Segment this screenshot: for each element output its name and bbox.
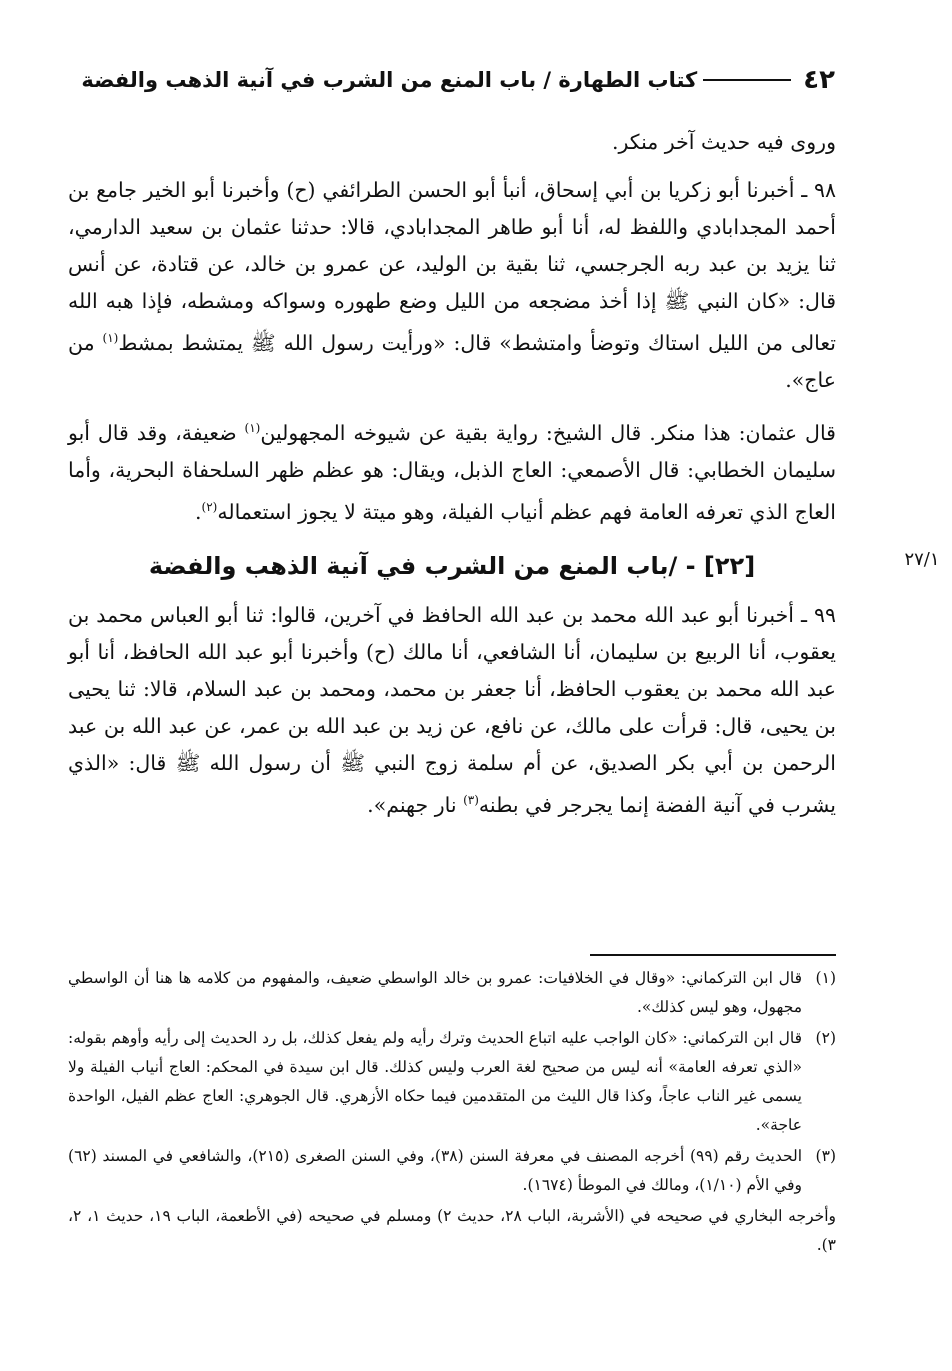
hadith-99-text: ٩٩ ـ أخبرنا أبو عبد الله محمد بن عبد الله الحافظ في آخرين، قالوا: ثنا أبو العباس محمد بن يعقوب، أنا الربيع بن سليمان، أنا الشافعي، أنا مالك (ح) وأخبرنا أبو عبد الله الحافظ، أنا أبو عبد الله محمد بن يعقوب الحافظ، أنا جعفر بن محمد، ومحمد بن عبد السلام، قالا: ثنا يحيى بن يحيى، قال: قرأت على مالك، عن نافع، عن زيد بن عبد الله بن عمر، عن عبد الله بن عبد الرحمن بن أبي بكر الصديق، عن أم سلمة زوج النبي ﷺ أن رسول الله ﷺ قال: «الذي يشرب في آنية الفضة إنما يجرجر في بطنه [68, 603, 836, 818]
hadith-98-text: ٩٨ ـ أخبرنا أبو زكريا بن أبي إسحاق، أنبأ أبو الحسن الطرائفي (ح) وأخبرنا أبو الخير جامع بن أحمد المجدابادي واللفظ له، أنا أبو طاهر المجدابادي، قالا: حدثنا عثمان بن سعيد الدارمي، ثنا يزيد بن عبد ربه الجرجسي، ثنا بقية بن الوليد، عن عمرو بن خالد، عن قتادة، عن أنس قال: «كان النبي ﷺ إذا أخذ مضجعه من الليل وضع طهوره وسواكه ومشطه، فإذا هبه الله تعالى من الليل استاك وتوضأ وامتشط» قال: «ورأيت رسول الله ﷺ يمتشط بمشط [68, 178, 836, 355]
hadith-99-end: نار جهنم». [367, 793, 464, 818]
main-text [68, 124, 940, 835]
hadith-99 [68, 597, 836, 824]
footnote-ref-2[interactable]: (٢) [201, 499, 218, 514]
paragraph-intro: وروى فيه حديث آخر منكر. [611, 130, 836, 154]
commentary-text-b: ضعيفة، وقد قال أبو سليمان الخطابي: قال الأصمعي: العاج الذبل، ويقال: هو عظم ظهر السلحفاة البحرية، وأما العاج الذي تعرفه العامة فهم عظم أنياب الفيلة، وهو ميتة لا يجوز استعماله [68, 420, 836, 524]
footnote-1 [68, 964, 836, 1022]
footnote-3 [68, 1142, 836, 1200]
footnote-label: (١) [815, 969, 836, 987]
footnote-text: قال ابن التركماني: «وقال في الخلافيات: عمرو بن خالد الواسطي ضعيف، والمفهوم من كلامه ها هنا أن الواسطي مجهول، وهو ليس كذلك». [68, 969, 802, 1016]
page-number: ٤٢ [803, 65, 835, 95]
hadith-98-end: من عاج». [68, 330, 836, 392]
commentary-text-a: قال عثمان: هذا منكر. قال الشيخ: رواية بقية عن شيوخه المجهولين [260, 420, 836, 445]
page-header [70, 60, 835, 100]
commentary-end: . [194, 499, 202, 524]
footnote-text: قال ابن التركماني: «كان الواجب عليه اتباع الحديث وترك رأيه ولم يفعل كذلك، بل رد الحديث إلى رأيه وأوهم بقوله: «الذي تعرفه العامة» أنه ليس من صحيح لغة العرب وليس كذلك. قال ابن سيدة في المحكم: العاج أنياب الفيلة ولا يسمى غير الناب عاجاً، وكذا قال الليث من المتقدمين فيما حكاه الأزهري. قال الجوهري: العاج عظم الفيل، الواحدة عاجة». [68, 1029, 802, 1134]
footnote-label: (٢) [815, 1029, 836, 1047]
footnote-ref-1[interactable]: (١) [102, 331, 119, 345]
section-heading: [٢٢] - /باب المنع من الشرب في آنية الذهب والفضة [148, 552, 756, 581]
section-heading-row [68, 541, 940, 591]
footnote-2 [68, 1024, 836, 1140]
footnote-text: الحديث رقم (٩٩) أخرجه المصنف في معرفة السنن (٣٨)، وفي السنن الصغرى (٢١٥)، والشافعي في المسند (٦٢) وفي الأم (١/١٠)، ومالك في الموطأ (١٦٧٤). [68, 1147, 802, 1194]
commentary-paragraph [68, 410, 836, 531]
header-rule [703, 79, 791, 81]
hadith-98 [68, 172, 836, 399]
footnote-ref-1b[interactable]: (١) [244, 420, 261, 435]
footnote-ref-3[interactable]: (٣) [463, 793, 479, 808]
footnote-label: (٣) [815, 1147, 836, 1165]
footnote-separator [590, 954, 836, 956]
running-head: كتاب الطهارة / باب المنع من الشرب في آنية الذهب والفضة [81, 68, 698, 92]
footnote-3-continuation: وأخرجه البخاري في صحيحه في (الأشربة، الباب ٢٨، حديث ٢) ومسلم في صحيحه (في الأطعمة، الباب ١٩، حديث ١، ٢، ٣). [68, 1207, 837, 1254]
margin-reference: ٢٧/١ [904, 549, 940, 571]
footnotes [68, 964, 836, 1260]
